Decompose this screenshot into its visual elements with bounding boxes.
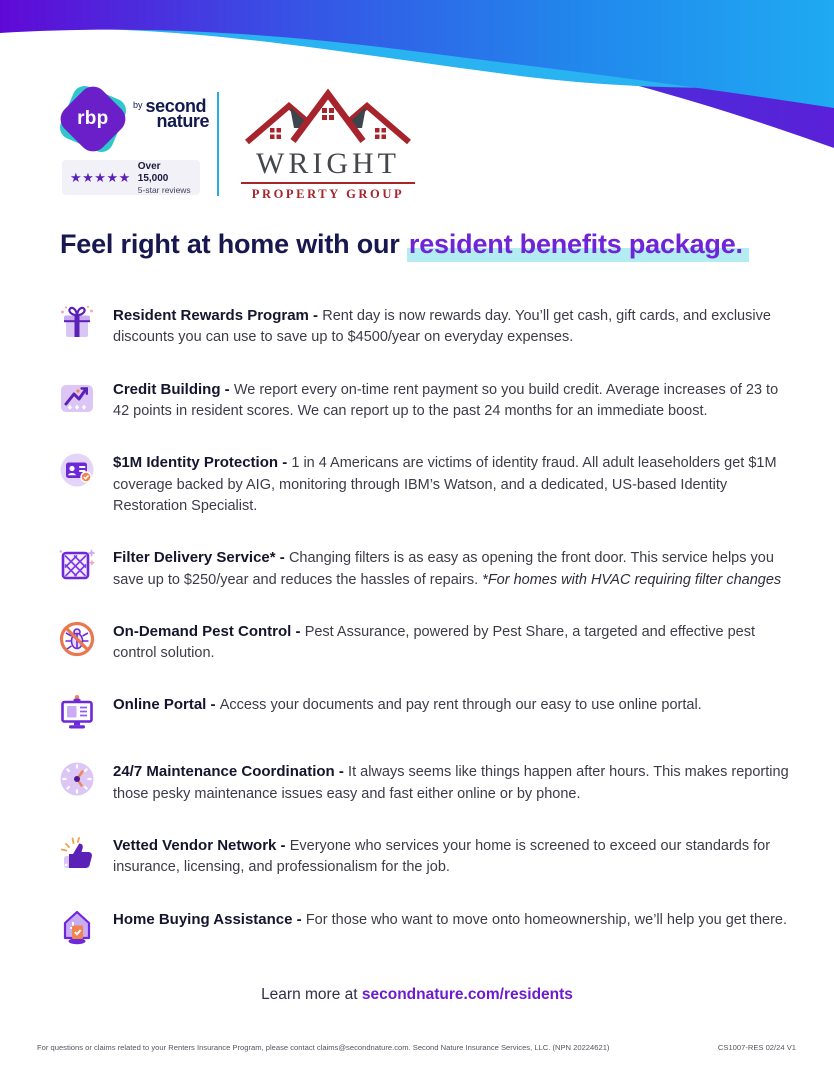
benefit-item-vendor-network xyxy=(58,834,794,879)
benefit-text xyxy=(113,693,702,716)
reviews-text: Over 15,000 5-star reviews xyxy=(137,160,191,195)
house-check-icon xyxy=(58,908,96,946)
air-filter-icon xyxy=(58,546,96,584)
learn-more-line xyxy=(0,986,834,1004)
headline-highlight: resident benefits package. xyxy=(407,229,749,262)
by-label: by xyxy=(133,100,143,110)
benefit-description: Changing filters is as easy as opening the front door. This service helps you save up to $250/year and reduces the hassles of repairs. xyxy=(113,550,774,588)
rbp-logo-text: rbp xyxy=(77,107,109,129)
benefit-description: Rent day is now rewards day. You’ll get cash, gift cards, and exclusive discounts you can use to save up to $4500/year on everyday expenses. xyxy=(113,308,771,346)
headline-prefix: Feel right at home with our xyxy=(60,229,407,259)
benefit-item-home-buying xyxy=(58,908,794,946)
five-star-icon: ★★★★★ xyxy=(70,169,131,185)
page-title xyxy=(60,229,749,260)
benefit-item-resident-rewards xyxy=(58,304,794,349)
triple-roofline-icon xyxy=(243,88,413,146)
benefit-description: For those who want to move onto homeownership, we’ll help you get there. xyxy=(305,911,788,928)
logo-divider xyxy=(217,92,219,196)
benefit-text xyxy=(113,620,794,665)
benefit-description: It always seems like things happen after hours. This makes reporting those pesky maintenance issues easy and fast either online or by phone. xyxy=(113,764,789,802)
document-code: CS1007-RES 02/24 V1 xyxy=(717,1043,796,1052)
no-pests-icon xyxy=(58,620,96,658)
benefit-item-credit-building xyxy=(58,378,794,423)
benefit-item-identity-protection xyxy=(58,451,794,517)
benefit-title: 24/7 Maintenance Coordination - xyxy=(113,763,349,781)
benefits-list xyxy=(58,304,794,975)
benefit-text xyxy=(113,546,794,591)
benefit-description: 1 in 4 Americans are victims of identity fraud. All adult leaseholders get $1M coverage backed by AIG, monitoring through IBM’s Watson, and a dedicated, US-based Identity Restoration Specialist. xyxy=(113,455,777,514)
benefit-item-pest-control xyxy=(58,620,794,665)
thumbs-up-icon xyxy=(58,834,96,872)
gift-icon xyxy=(58,304,96,342)
benefit-text xyxy=(113,304,794,349)
benefit-item-maintenance xyxy=(58,760,794,805)
credit-score-icon xyxy=(58,378,96,416)
benefit-title: Vetted Vendor Network - xyxy=(113,837,290,855)
benefit-title: Online Portal - xyxy=(113,696,220,714)
legal-disclaimer: For questions or claims related to your Renters Insurance Program, please contact claims@secondnature.com. Second Nature Insurance Services, LLC. (NPN 20224621) xyxy=(37,1043,610,1052)
benefit-footnote: *For homes with HVAC requiring filter changes xyxy=(482,571,782,588)
benefit-description: Everyone who services your home is screened to exceed our standards for insurance, licensing, and professionalism for the job. xyxy=(113,838,771,876)
benefit-text xyxy=(113,834,794,879)
benefit-text xyxy=(113,451,794,517)
benefit-item-filter-delivery xyxy=(58,546,794,591)
rbp-logo-purple-diamond xyxy=(55,81,131,157)
benefit-title: Home Buying Assistance - xyxy=(113,910,306,928)
benefit-description: Access your documents and pay rent through our easy to use online portal. xyxy=(219,697,702,714)
benefit-text xyxy=(113,378,794,423)
benefit-text xyxy=(113,760,794,805)
partner-tagline: PROPERTY GROUP xyxy=(251,186,405,201)
benefit-title: Credit Building - xyxy=(113,380,234,398)
benefit-title: $1M Identity Protection - xyxy=(113,454,292,472)
clock-icon xyxy=(58,760,96,798)
benefit-title: Resident Rewards Program - xyxy=(113,307,323,324)
computer-monitor-icon xyxy=(58,693,96,731)
benefit-title: Filter Delivery Service* - xyxy=(113,549,289,567)
partner-rule xyxy=(241,182,415,184)
benefit-item-online-portal xyxy=(58,693,794,731)
learn-more-link[interactable]: secondnature.com/residents xyxy=(361,986,573,1003)
benefit-description: Pest Assurance, powered by Pest Share, a targeted and effective pest control solution. xyxy=(113,623,756,662)
rbp-logo xyxy=(60,86,126,152)
partner-name: WRIGHT xyxy=(256,147,400,180)
benefit-text xyxy=(113,908,787,931)
wright-property-group-logo xyxy=(238,88,418,202)
benefit-title: On-Demand Pest Control - xyxy=(113,622,305,640)
benefit-description: We report every on-time rent payment so you build credit. Average increases of 23 to 42 points in resident scores. We can report up to the past 24 months for an immediate boost. xyxy=(113,381,779,419)
second-nature-wordmark xyxy=(133,96,210,131)
reviews-badge xyxy=(62,160,200,195)
second-nature-name: second nature xyxy=(145,96,210,131)
learn-more-prefix: Learn more at xyxy=(261,986,362,1003)
id-card-icon xyxy=(58,451,96,489)
